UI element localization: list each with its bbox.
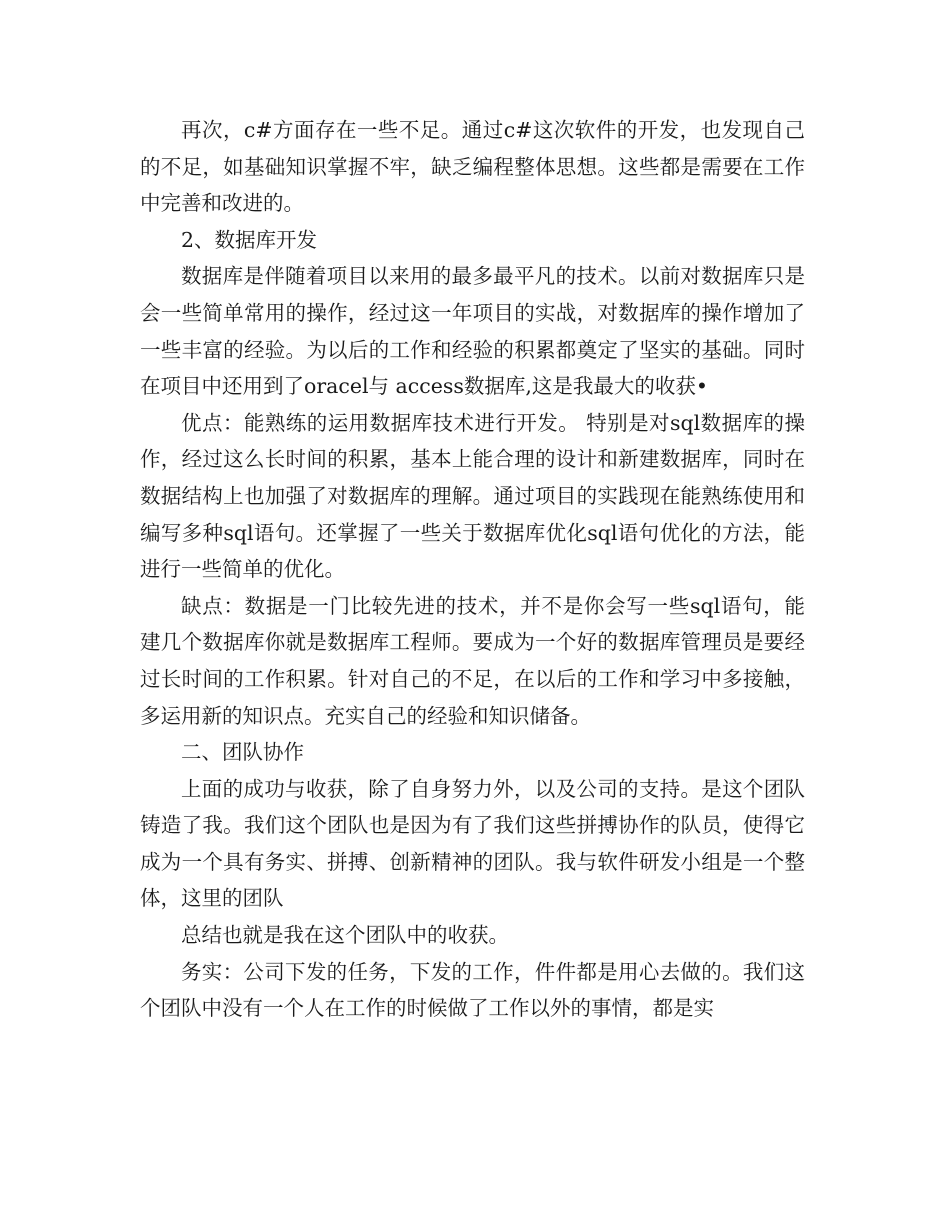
document-body xyxy=(140,112,805,1027)
paragraph-database-experience: 数据库是伴随着项目以来用的最多最平凡的技术。以前对数据库只是会一些简单常用的操作，经过这一年项目的实战，对数据库的操作增加了一些丰富的经验。为以后的工作和经验的积累都奠定了坚实的基础。同时在项目中还用到了oracel与 access数据库,这是我最大的收获• xyxy=(140,264,805,399)
heading-database-development: 2、数据库开发 xyxy=(181,227,318,252)
paragraph-pragmatic: 务实：公司下发的任务，下发的工作，件件都是用心去做的。我们这个团队中没有一个人在工作的时候做了工作以外的事情，都是实 xyxy=(140,959,805,1021)
paragraph-team-success: 上面的成功与收获，除了自身努力外，以及公司的支持。是这个团队铸造了我。我们这个团队也是因为有了我们这些拼搏协作的队员，使得它成为一个具有务实、拼搏、创新精神的团队。我与软件研发小组是一个整体，这里的团队 xyxy=(140,776,805,911)
paragraph-csharp-shortcomings: 再次，c#方面存在一些不足。通过c#这次软件的开发，也发现自己的不足，如基础知识掌握不牢，缺乏编程整体思想。这些都是需要在工作中完善和改进的。 xyxy=(140,118,805,216)
heading-team-collaboration: 二、团队协作 xyxy=(181,740,304,765)
paragraph-team-summary: 总结也就是我在这个团队中的收获。 xyxy=(181,923,509,948)
paragraph-disadvantages: 缺点：数据是一门比较先进的技术，并不是你会写一些sql语句，能建几个数据库你就是数据库工程师。要成为一个好的数据库管理员是要经过长时间的工作积累。针对自己的不足，在以后的工作和学习中多接触，多运用新的知识点。充实自己的经验和知识储备。 xyxy=(140,593,805,728)
paragraph-advantages: 优点：能熟练的运用数据库技术进行开发。 特别是对sql数据库的操作，经过这么长时间的积累，基本上能合理的设计和新建数据库，同时在数据结构上也加强了对数据库的理解。通过项目的实践现在能熟练使用和编写多种sql语句。还掌握了一些关于数据库优化sql语句优化的方法，能进行一些简单的优化。 xyxy=(140,410,805,582)
